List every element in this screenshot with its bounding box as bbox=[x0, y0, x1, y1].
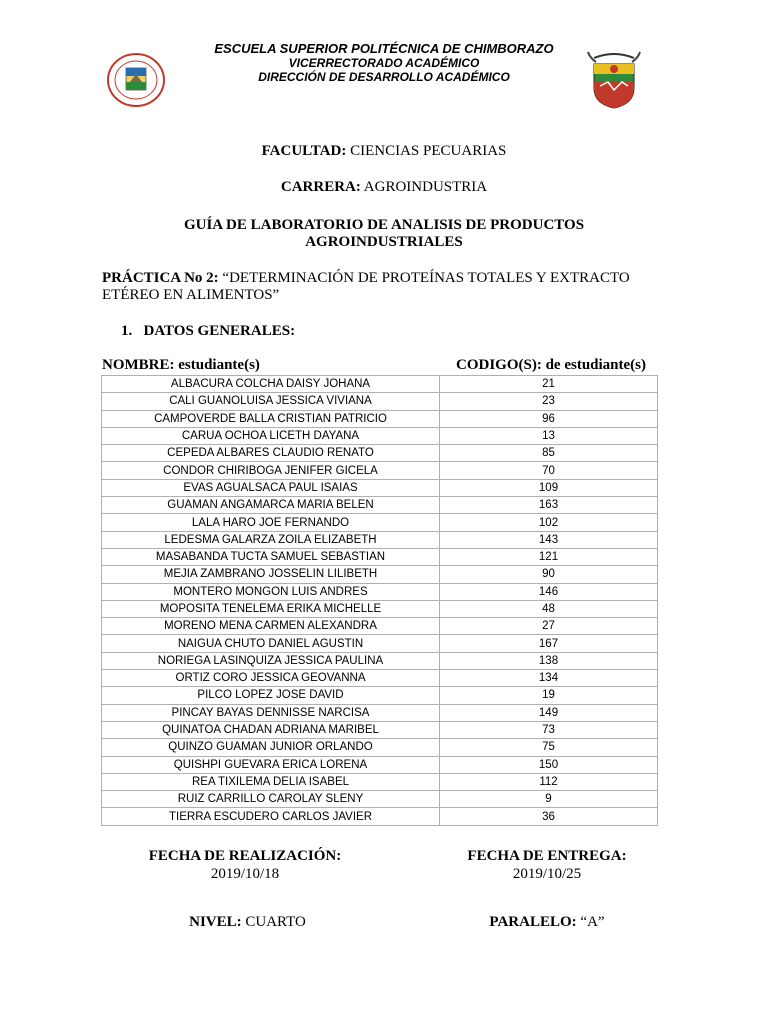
institution-name: ESCUELA SUPERIOR POLITÉCNICA DE CHIMBORAZO bbox=[214, 41, 554, 56]
paralelo-label: PARALELO: bbox=[489, 914, 577, 930]
student-name-cell: CONDOR CHIRIBOGA JENIFER GICELA bbox=[102, 462, 440, 479]
table-row bbox=[102, 445, 658, 462]
student-name-cell: REA TIXILEMA DELIA ISABEL bbox=[102, 773, 440, 790]
student-name-cell: PINCAY BAYAS DENNISSE NARCISA bbox=[102, 704, 440, 721]
facultad-label: FACULTAD: bbox=[261, 143, 347, 159]
guide-title-line1: GUÍA DE LABORATORIO DE ANALISIS DE PRODUCTOS bbox=[183, 217, 585, 233]
section-title: DATOS GENERALES: bbox=[143, 323, 296, 339]
student-code-cell: 96 bbox=[440, 410, 658, 427]
student-name-cell: QUINATOA CHADAN ADRIANA MARIBEL bbox=[102, 721, 440, 738]
table-row bbox=[102, 635, 658, 652]
fecha-entrega-value: 2019/10/25 bbox=[512, 866, 582, 882]
table-row bbox=[102, 704, 658, 721]
student-code-cell: 109 bbox=[440, 479, 658, 496]
carrera-label: CARRERA: bbox=[280, 179, 361, 195]
student-name-cell: CALI GUANOLUISA JESSICA VIVIANA bbox=[102, 393, 440, 410]
table-row bbox=[102, 410, 658, 427]
direccion-line: DIRECCIÓN DE DESARROLLO ACADÉMICO bbox=[258, 70, 510, 84]
student-name-cell: CARUA OCHOA LICETH DAYANA bbox=[102, 427, 440, 444]
table-row bbox=[102, 808, 658, 825]
student-name-cell: QUISHPI GUEVARA ERICA LORENA bbox=[102, 756, 440, 773]
students-table bbox=[101, 375, 658, 826]
student-code-cell: 121 bbox=[440, 548, 658, 565]
table-row bbox=[102, 739, 658, 756]
student-name-cell: LALA HARO JOE FERNANDO bbox=[102, 514, 440, 531]
student-code-cell: 19 bbox=[440, 687, 658, 704]
paralelo-value: “A” bbox=[576, 914, 605, 930]
table-row bbox=[102, 721, 658, 738]
guide-title bbox=[0, 217, 768, 251]
fecha-realizacion-value: 2019/10/18 bbox=[210, 866, 280, 882]
student-name-cell: EVAS AGUALSACA PAUL ISAIAS bbox=[102, 479, 440, 496]
code-header-value: de estudiante(s) bbox=[541, 357, 647, 373]
name-header-label: NOMBRE: bbox=[102, 357, 175, 373]
table-row bbox=[102, 479, 658, 496]
student-name-cell: GUAMAN ANGAMARCA MARIA BELEN bbox=[102, 497, 440, 514]
student-code-cell: 13 bbox=[440, 427, 658, 444]
nivel-line bbox=[140, 913, 355, 931]
student-code-cell: 73 bbox=[440, 721, 658, 738]
table-row bbox=[102, 791, 658, 808]
student-code-cell: 149 bbox=[440, 704, 658, 721]
student-name-cell: MASABANDA TUCTA SAMUEL SEBASTIAN bbox=[102, 548, 440, 565]
student-name-cell: MOPOSITA TENELEMA ERIKA MICHELLE bbox=[102, 600, 440, 617]
table-row bbox=[102, 514, 658, 531]
student-code-cell: 112 bbox=[440, 773, 658, 790]
fecha-entrega bbox=[432, 847, 662, 883]
student-code-cell: 134 bbox=[440, 670, 658, 687]
fecha-entrega-label: FECHA DE ENTREGA: bbox=[467, 848, 627, 864]
student-code-cell: 150 bbox=[440, 756, 658, 773]
table-row bbox=[102, 497, 658, 514]
student-code-cell: 102 bbox=[440, 514, 658, 531]
student-code-cell: 36 bbox=[440, 808, 658, 825]
institution-header bbox=[0, 42, 768, 84]
table-row bbox=[102, 773, 658, 790]
section-number: 1. bbox=[121, 323, 133, 339]
practice-label: PRÁCTICA No 2: bbox=[102, 270, 219, 286]
table-row bbox=[102, 393, 658, 410]
practice-value: “DETERMINACIÓN DE PROTEÍNAS TOTALES Y EXTRACTO ETÉREO EN ALIMENTOS” bbox=[102, 270, 630, 303]
student-name-cell: TIERRA ESCUDERO CARLOS JAVIER bbox=[102, 808, 440, 825]
student-name-cell: MEJIA ZAMBRANO JOSSELIN LILIBETH bbox=[102, 566, 440, 583]
section-heading bbox=[121, 323, 295, 340]
student-code-cell: 75 bbox=[440, 739, 658, 756]
nivel-value: CUARTO bbox=[241, 914, 306, 930]
student-code-cell: 163 bbox=[440, 497, 658, 514]
facultad-value: CIENCIAS PECUARIAS bbox=[346, 143, 507, 159]
student-name-cell: QUINZO GUAMAN JUNIOR ORLANDO bbox=[102, 739, 440, 756]
carrera-value: AGROINDUSTRIA bbox=[360, 179, 488, 195]
name-column-header bbox=[102, 357, 260, 374]
student-code-cell: 85 bbox=[440, 445, 658, 462]
student-name-cell: ORTIZ CORO JESSICA GEOVANNA bbox=[102, 670, 440, 687]
student-code-cell: 70 bbox=[440, 462, 658, 479]
student-code-cell: 21 bbox=[440, 376, 658, 393]
student-code-cell: 9 bbox=[440, 791, 658, 808]
table-row bbox=[102, 376, 658, 393]
student-code-cell: 48 bbox=[440, 600, 658, 617]
code-column-header bbox=[456, 357, 646, 374]
table-row bbox=[102, 548, 658, 565]
table-row bbox=[102, 618, 658, 635]
student-code-cell: 143 bbox=[440, 531, 658, 548]
fecha-realizacion-label: FECHA DE REALIZACIÓN: bbox=[148, 848, 342, 864]
student-name-cell: NORIEGA LASINQUIZA JESSICA PAULINA bbox=[102, 652, 440, 669]
student-code-cell: 138 bbox=[440, 652, 658, 669]
table-row bbox=[102, 756, 658, 773]
student-name-cell: CEPEDA ALBARES CLAUDIO RENATO bbox=[102, 445, 440, 462]
nivel-label: NIVEL: bbox=[189, 914, 242, 930]
student-code-cell: 146 bbox=[440, 583, 658, 600]
carrera-line bbox=[0, 179, 768, 196]
student-code-cell: 90 bbox=[440, 566, 658, 583]
student-name-cell: ALBACURA COLCHA DAISY JOHANA bbox=[102, 376, 440, 393]
table-row bbox=[102, 670, 658, 687]
student-name-cell: NAIGUA CHUTO DANIEL AGUSTIN bbox=[102, 635, 440, 652]
table-row bbox=[102, 566, 658, 583]
table-row bbox=[102, 600, 658, 617]
student-code-cell: 23 bbox=[440, 393, 658, 410]
student-name-cell: MORENO MENA CARMEN ALEXANDRA bbox=[102, 618, 440, 635]
guide-title-line2: AGROINDUSTRIALES bbox=[305, 234, 463, 250]
vicerrectorado-line: VICERRECTORADO ACADÉMICO bbox=[288, 56, 480, 70]
paralelo-line bbox=[432, 913, 662, 931]
practice-title bbox=[102, 270, 682, 304]
student-name-cell: PILCO LOPEZ JOSE DAVID bbox=[102, 687, 440, 704]
code-header-label: CODIGO(S): bbox=[456, 357, 542, 373]
student-name-cell: CAMPOVERDE BALLA CRISTIAN PATRICIO bbox=[102, 410, 440, 427]
table-row bbox=[102, 652, 658, 669]
student-code-cell: 167 bbox=[440, 635, 658, 652]
facultad-line bbox=[0, 143, 768, 160]
name-header-value: estudiante(s) bbox=[174, 357, 260, 373]
students-table-body bbox=[102, 376, 658, 826]
table-row bbox=[102, 687, 658, 704]
student-name-cell: MONTERO MONGON LUIS ANDRES bbox=[102, 583, 440, 600]
table-row bbox=[102, 427, 658, 444]
student-name-cell: RUIZ CARRILLO CAROLAY SLENY bbox=[102, 791, 440, 808]
table-row bbox=[102, 531, 658, 548]
table-row bbox=[102, 462, 658, 479]
student-name-cell: LEDESMA GALARZA ZOILA ELIZABETH bbox=[102, 531, 440, 548]
table-row bbox=[102, 583, 658, 600]
fecha-realizacion bbox=[130, 847, 360, 883]
student-code-cell: 27 bbox=[440, 618, 658, 635]
